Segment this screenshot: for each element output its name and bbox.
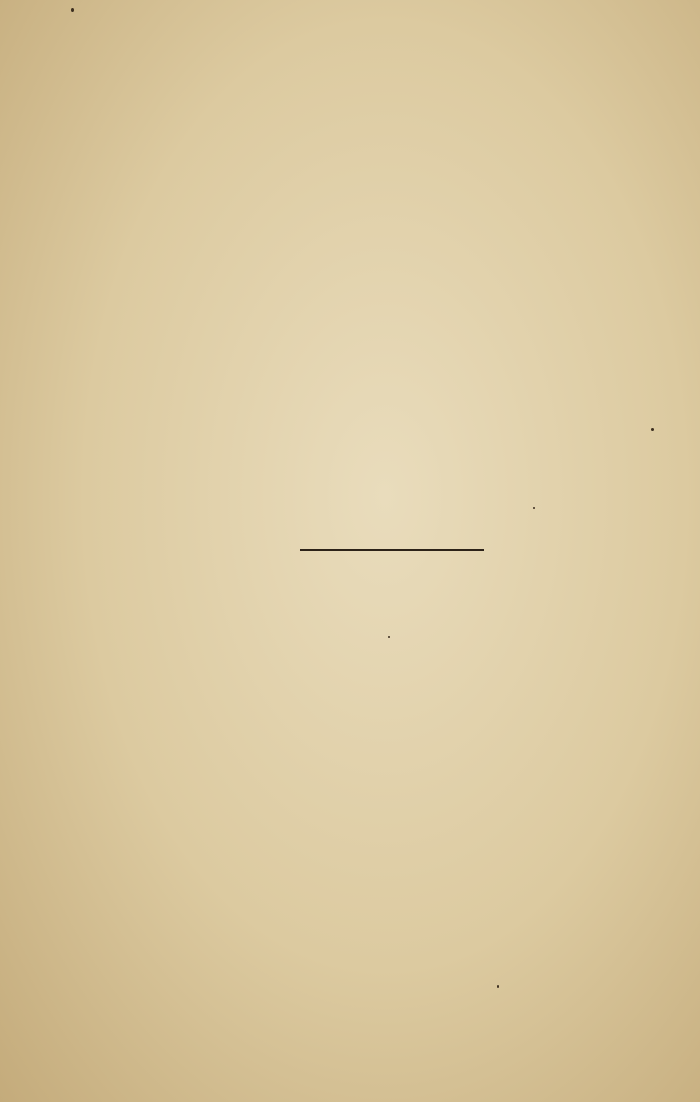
paper-speck — [388, 636, 390, 638]
paper-speck — [497, 985, 499, 988]
section-divider-rule — [300, 549, 484, 551]
paper-speck — [651, 428, 654, 431]
paper-speck — [533, 507, 535, 509]
paper-speck — [71, 8, 74, 12]
